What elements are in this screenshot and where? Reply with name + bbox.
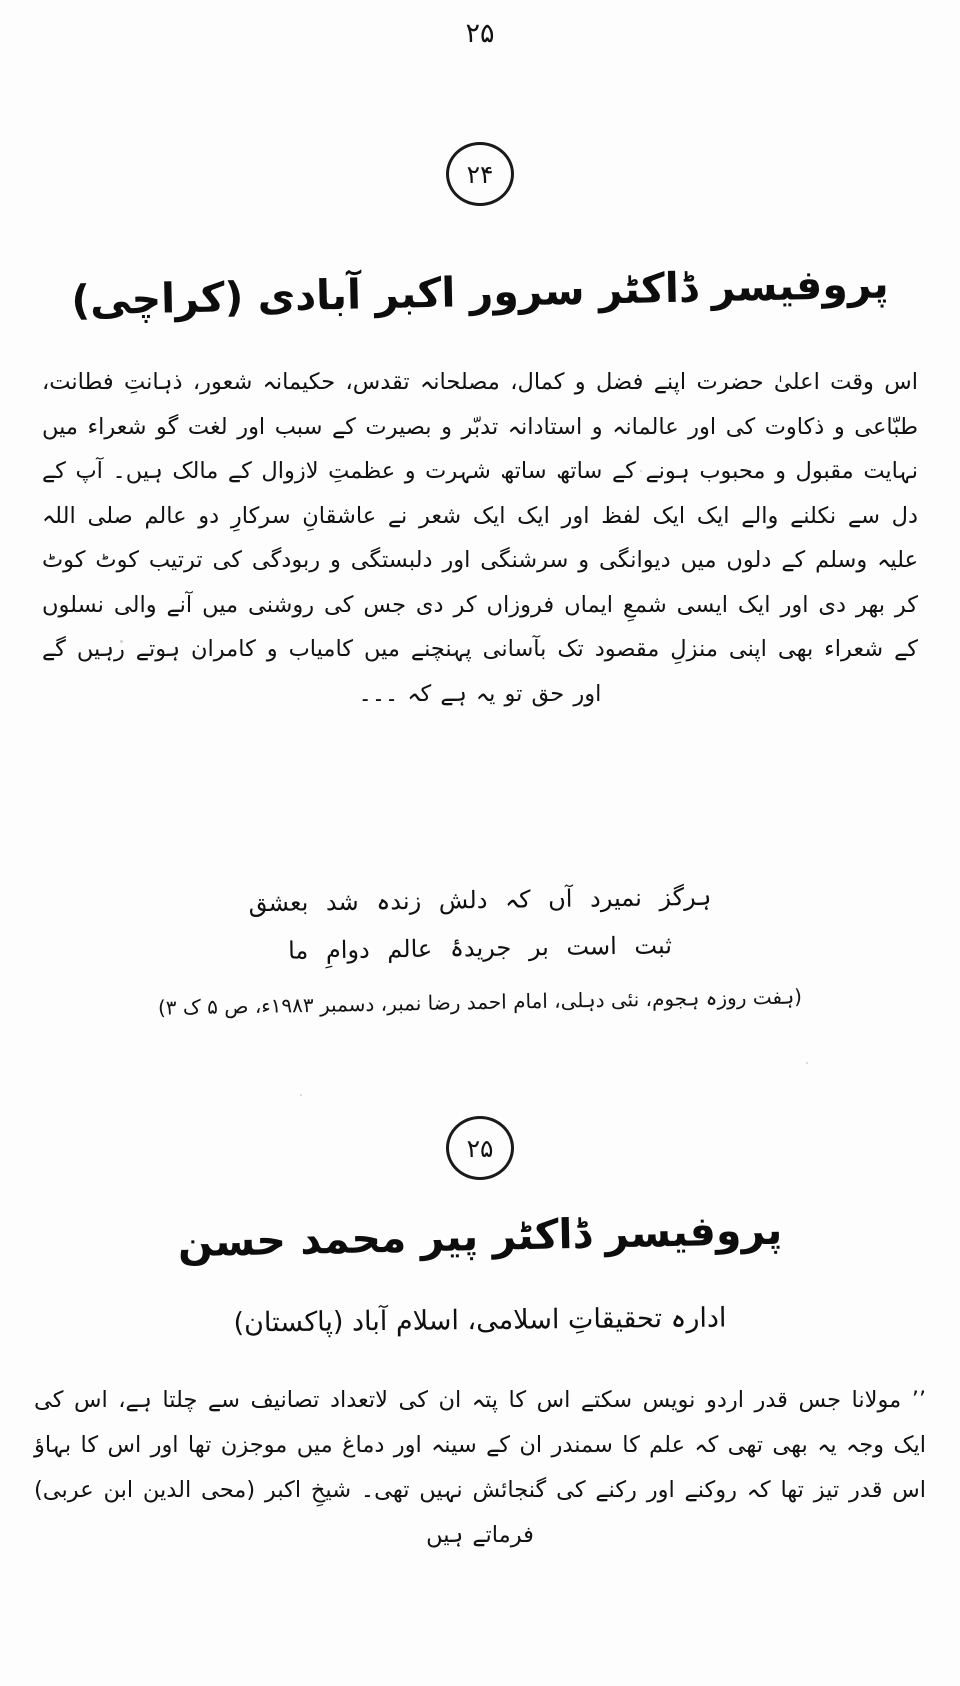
- scan-speck: [806, 1062, 808, 1064]
- section-body-text: ’’ مولانا جس قدر اردو نویس سکتے اس کا پتہ ان کی لاتعداد تصانیف سے چلتا ہے، اس کی ایک وجہ یہ بھی تھی کہ علم کا سمندر ان کے سینہ اور دماغ میں موجزن تھا اور اس کا بہاؤ اس قدر تیز تھا کہ روکنے اور رکنے کی گنجائش نہیں تھی۔ شیخِ اکبر (محی الدین ابن عربی) فرماتے ہیں: [34, 1387, 926, 1548]
- verse-line: ثبت است بر جریدۂ عالم دوامِ ما: [287, 931, 673, 965]
- section-body-text: اس وقت اعلیٰ حضرت اپنے فضل و کمال، مصلحانہ تقدس، حکیمانہ شعور، ذہانتِ فطانت، طبّاعی و ذکاوت کی اور عالمانہ و استادانہ تدبّر و بصیرت کے سبب اور لغت گو شعراء میں نہایت مقبول و محبوب ہونے کے ساتھ ساتھ شہرت و عظمتِ لازوال کے مالک ہیں۔ آپ کے دل سے نکلنے والے ایک ایک لفظ اور ایک ایک شعر نے عاشقانِ سرکارِ دو عالم صلی اللہ علیہ وسلم کے دلوں میں دیوانگی و سرشنگی اور دلبستگی و ربودگی کی ترتیب کوٹ کوٹ کر بھر دی اور ایک ایسی شمعِ ایماں فروزاں کر دی جس کی روشنی میں آنے والی نسلوں کے شعراء بھی اپنی منزلِ مقصود تک بآسانی پہنچنے میں کامیاب و کامران ہوتے رہیں گے اور حق تو یہ ہے کہ ۔۔۔: [42, 369, 918, 707]
- citation-line: (ہفت روزہ ہجوم، نئی دہلی، امام احمد رضا نمبر، دسمبر ۱۹۸۳ء، ص ۵ ک ۳): [157, 984, 803, 1020]
- section-title: پروفیسر ڈاکٹر پیر محمد حسن: [177, 1205, 783, 1267]
- section-number-badge: ۲۴: [446, 142, 514, 206]
- section-subtitle: ادارہ تحقیقاتِ اسلامی، اسلام آباد (پاکستان): [233, 1302, 727, 1339]
- section-title: پروفیسر ڈاکٹر سرور اکبر آبادی (کراچی): [70, 259, 890, 325]
- verse-line: ہرگز نمیرد آں کہ دلش زندہ شد بعشق: [248, 882, 712, 918]
- scan-speck: [120, 640, 123, 643]
- scan-speck: [300, 1094, 302, 1096]
- scan-speck: [640, 470, 642, 472]
- page-number: ۲۵: [465, 18, 495, 49]
- section-number-badge: ۲۵: [446, 1116, 514, 1180]
